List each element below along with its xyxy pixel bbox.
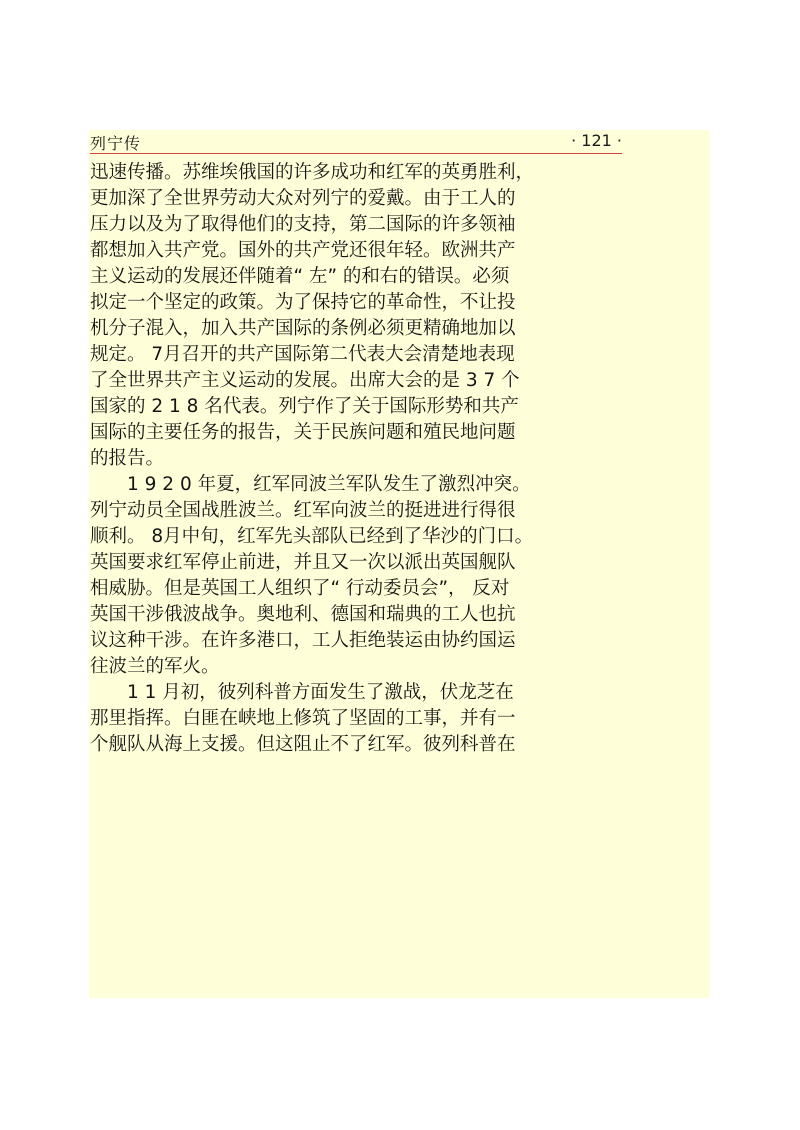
text-line: 议这种干涉。在许多港口，工人拒绝装运由协约国运: [90, 630, 516, 651]
text-line: 个舰队从海上支援。但这阻止不了红军。彼列科普在: [90, 734, 516, 755]
text-line: 主义运动的发展还伴随着“ 左” 的和右的错误。必须: [90, 266, 510, 287]
body-text: [90, 160, 624, 758]
text-line: 国家的 2 1 8 名代表。列宁作了关于国际形势和共产: [90, 396, 519, 417]
text-line: 了全世界共产主义运动的发展。出席大会的是 3 7 个: [90, 370, 520, 391]
text-line: 1 9 2 0 年夏，红军同波兰军队发生了激烈冲突。: [90, 474, 531, 495]
page-header: [90, 131, 622, 161]
text-line: 规定。 7月召开的共产国际第二代表大会清楚地表现: [90, 344, 515, 365]
text-line: 都想加入共产党。国外的共产党还很年轻。欧洲共产: [90, 240, 516, 261]
text-line: 迅速传播。苏维埃俄国的许多成功和红军的英勇胜利，: [90, 162, 535, 183]
text-line: 英国干涉俄波战争。奥地利、德国和瑞典的工人也抗: [90, 604, 516, 625]
header-rule: [90, 153, 622, 154]
running-title: 列宁传: [90, 134, 142, 153]
text-line: 列宁动员全国战胜波兰。红军向波兰的挺进进行得很: [90, 500, 516, 521]
text-line: 更加深了全世界劳动大众对列宁的爱戴。由于工人的: [90, 188, 516, 209]
text-line: 国际的主要任务的报告，关于民族问题和殖民地问题: [90, 422, 516, 443]
page-number: · 121 ·: [571, 131, 622, 150]
text-line: 拟定一个坚定的政策。为了保持它的革命性，不让投: [90, 292, 516, 313]
text-line: 往波兰的军火。: [90, 656, 220, 677]
text-line: 压力以及为了取得他们的支持，第二国际的许多领袖: [90, 214, 516, 235]
text-line: 1 1 月初，彼列科普方面发生了激战，伏龙芝在: [90, 682, 514, 703]
text-line: 英国要求红军停止前进，并且又一次以派出英国舰队: [90, 552, 516, 573]
text-line: 那里指挥。白匪在峡地上修筑了坚固的工事，并有一: [90, 708, 516, 729]
text-line: 的报告。: [90, 448, 165, 469]
text-line: 机分子混入，加入共产国际的条例必须更精确地加以: [90, 318, 516, 339]
text-line: 相威胁。但是英国工人组织了“ 行动委员会”， 反对: [90, 578, 510, 599]
text-line: 顺利。 8月中旬，红军先头部队已经到了华沙的门口。: [90, 526, 534, 547]
